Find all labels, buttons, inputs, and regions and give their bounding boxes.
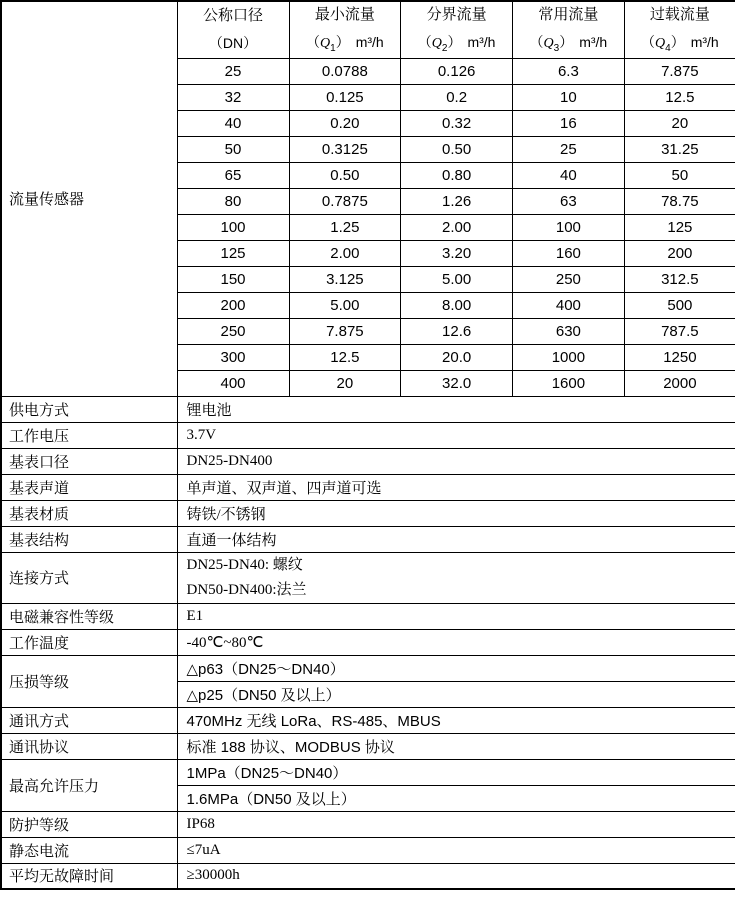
q3-value: 6.3 xyxy=(513,58,625,84)
q2-value: 0.50 xyxy=(401,136,513,162)
q4-value: 20 xyxy=(624,110,735,136)
col-unit: $(Q_4)$ m³/h xyxy=(641,34,719,55)
q2-value: 0.80 xyxy=(401,162,513,188)
spec-row-pressure-loss-1 xyxy=(1,655,735,681)
q3-value: 160 xyxy=(513,240,625,266)
q4-value: 1250 xyxy=(624,344,735,370)
spec-value: 单声道、双声道、四声道可选 xyxy=(177,474,735,500)
q1-value: 7.875 xyxy=(289,318,401,344)
spec-value: -40℃~80℃ xyxy=(177,629,735,655)
spec-row-temperature xyxy=(1,629,735,655)
q2-value: 20.0 xyxy=(401,344,513,370)
col-unit: （DN） xyxy=(208,34,258,51)
spec-label: 压损等级 xyxy=(1,655,177,707)
q3-value: 400 xyxy=(513,292,625,318)
q3-value: 250 xyxy=(513,266,625,292)
spec-value: 直通一体结构 xyxy=(177,526,735,552)
q2-value: 32.0 xyxy=(401,370,513,396)
flow-col-header-q3 xyxy=(513,1,625,58)
q1-value: 12.5 xyxy=(289,344,401,370)
q1-value: 0.125 xyxy=(289,84,401,110)
q3-value: 1000 xyxy=(513,344,625,370)
spec-value: IP68 xyxy=(177,811,735,837)
q1-value: 2.00 xyxy=(289,240,401,266)
q4-value: 78.75 xyxy=(624,188,735,214)
q4-value: 2000 xyxy=(624,370,735,396)
q4-value: 787.5 xyxy=(624,318,735,344)
spec-row-emc xyxy=(1,603,735,629)
spec-row-meter-channels xyxy=(1,474,735,500)
spec-value: E1 xyxy=(177,603,735,629)
spec-row-meter-material xyxy=(1,500,735,526)
col-title: 最小流量 xyxy=(314,7,375,24)
q4-value: 312.5 xyxy=(624,266,735,292)
spec-value: ≥30000h xyxy=(177,863,735,889)
q4-value: 200 xyxy=(624,240,735,266)
flow-col-header-q4 xyxy=(624,1,735,58)
q2-value: 0.126 xyxy=(401,58,513,84)
q2-value: 5.00 xyxy=(401,266,513,292)
q4-value: 7.875 xyxy=(624,58,735,84)
spec-row-power xyxy=(1,396,735,422)
dn-value: 150 xyxy=(177,266,289,292)
spec-label: 基表材质 xyxy=(1,500,177,526)
spec-row-meter-diameter xyxy=(1,448,735,474)
q3-value: 10 xyxy=(513,84,625,110)
col-title: 公称口径 xyxy=(202,7,263,24)
spec-row-static-current xyxy=(1,837,735,863)
spec-value: 铸铁/不锈钢 xyxy=(177,500,735,526)
spec-value: △p63（DN25～DN40） xyxy=(177,655,735,681)
dn-value: 65 xyxy=(177,162,289,188)
spec-value xyxy=(177,552,735,603)
spec-label: 工作电压 xyxy=(1,422,177,448)
q2-value: 2.00 xyxy=(401,214,513,240)
spec-value: 3.7V xyxy=(177,422,735,448)
dn-value: 200 xyxy=(177,292,289,318)
spec-label: 平均无故障时间 xyxy=(1,863,177,889)
flow-header-row xyxy=(1,1,735,58)
dn-value: 100 xyxy=(177,214,289,240)
spec-value: 1.6MPa（DN50 及以上） xyxy=(177,785,735,811)
spec-value: DN25-DN400 xyxy=(177,448,735,474)
spec-label: 电磁兼容性等级 xyxy=(1,603,177,629)
spec-label: 基表口径 xyxy=(1,448,177,474)
q4-value: 50 xyxy=(624,162,735,188)
q2-value: 3.20 xyxy=(401,240,513,266)
q1-value: 3.125 xyxy=(289,266,401,292)
spec-row-protocol xyxy=(1,733,735,759)
spec-label: 基表结构 xyxy=(1,526,177,552)
q3-value: 25 xyxy=(513,136,625,162)
q2-value: 0.2 xyxy=(401,84,513,110)
q1-value: 1.25 xyxy=(289,214,401,240)
dn-value: 80 xyxy=(177,188,289,214)
spec-value: 锂电池 xyxy=(177,396,735,422)
connection-line-2: DN50-DN400:法兰 xyxy=(186,581,307,598)
dn-value: 250 xyxy=(177,318,289,344)
spec-label: 静态电流 xyxy=(1,837,177,863)
flow-section-label: 流量传感器 xyxy=(1,1,177,396)
q1-value: 0.20 xyxy=(289,110,401,136)
flow-col-header-q2 xyxy=(401,1,513,58)
q3-value: 40 xyxy=(513,162,625,188)
spec-row-communication xyxy=(1,707,735,733)
spec-row-max-pressure-1 xyxy=(1,759,735,785)
spec-row-meter-structure xyxy=(1,526,735,552)
dn-value: 125 xyxy=(177,240,289,266)
q2-value: 0.32 xyxy=(401,110,513,136)
spec-label: 防护等级 xyxy=(1,811,177,837)
spec-value: ≤7uA xyxy=(177,837,735,863)
q3-value: 16 xyxy=(513,110,625,136)
dn-value: 300 xyxy=(177,344,289,370)
dn-value: 50 xyxy=(177,136,289,162)
col-unit: $(Q_1)$ m³/h xyxy=(306,34,384,55)
q4-value: 125 xyxy=(624,214,735,240)
dn-value: 32 xyxy=(177,84,289,110)
spec-label: 供电方式 xyxy=(1,396,177,422)
q3-value: 1600 xyxy=(513,370,625,396)
spec-row-mtbf xyxy=(1,863,735,889)
q4-value: 12.5 xyxy=(624,84,735,110)
q3-value: 63 xyxy=(513,188,625,214)
dn-value: 25 xyxy=(177,58,289,84)
spec-value: 标准 188 协议、MODBUS 协议 xyxy=(177,733,735,759)
q1-value: 0.7875 xyxy=(289,188,401,214)
spec-label: 通讯方式 xyxy=(1,707,177,733)
flow-col-header-q1 xyxy=(289,1,401,58)
spec-value: △p25（DN50 及以上） xyxy=(177,681,735,707)
q1-value: 5.00 xyxy=(289,292,401,318)
q1-value: 0.3125 xyxy=(289,136,401,162)
col-title: 过载流量 xyxy=(649,7,710,24)
q4-value: 500 xyxy=(624,292,735,318)
spec-row-voltage xyxy=(1,422,735,448)
dn-value: 40 xyxy=(177,110,289,136)
spec-value: 470MHz 无线 LoRa、RS-485、MBUS xyxy=(177,707,735,733)
spec-row-protection xyxy=(1,811,735,837)
col-title: 常用流量 xyxy=(538,7,599,24)
spec-label: 通讯协议 xyxy=(1,733,177,759)
spec-label: 连接方式 xyxy=(1,552,177,603)
q1-value: 0.0788 xyxy=(289,58,401,84)
connection-line-1: DN25-DN40: 螺纹 xyxy=(186,556,303,573)
spec-label: 最高允许压力 xyxy=(1,759,177,811)
dn-value: 400 xyxy=(177,370,289,396)
col-unit: $(Q_3)$ m³/h xyxy=(529,34,608,55)
spec-row-connection xyxy=(1,552,735,603)
flow-col-header-dn xyxy=(177,1,289,58)
col-unit: $(Q_2)$ m³/h xyxy=(417,34,496,55)
q2-value: 1.26 xyxy=(401,188,513,214)
q4-value: 31.25 xyxy=(624,136,735,162)
q1-value: 0.50 xyxy=(289,162,401,188)
spec-label: 基表声道 xyxy=(1,474,177,500)
q3-value: 100 xyxy=(513,214,625,240)
q2-value: 12.6 xyxy=(401,318,513,344)
q2-value: 8.00 xyxy=(401,292,513,318)
q3-value: 630 xyxy=(513,318,625,344)
col-title: 分界流量 xyxy=(426,7,487,24)
spec-label: 工作温度 xyxy=(1,629,177,655)
q1-value: 20 xyxy=(289,370,401,396)
spec-value: 1MPa（DN25～DN40） xyxy=(177,759,735,785)
